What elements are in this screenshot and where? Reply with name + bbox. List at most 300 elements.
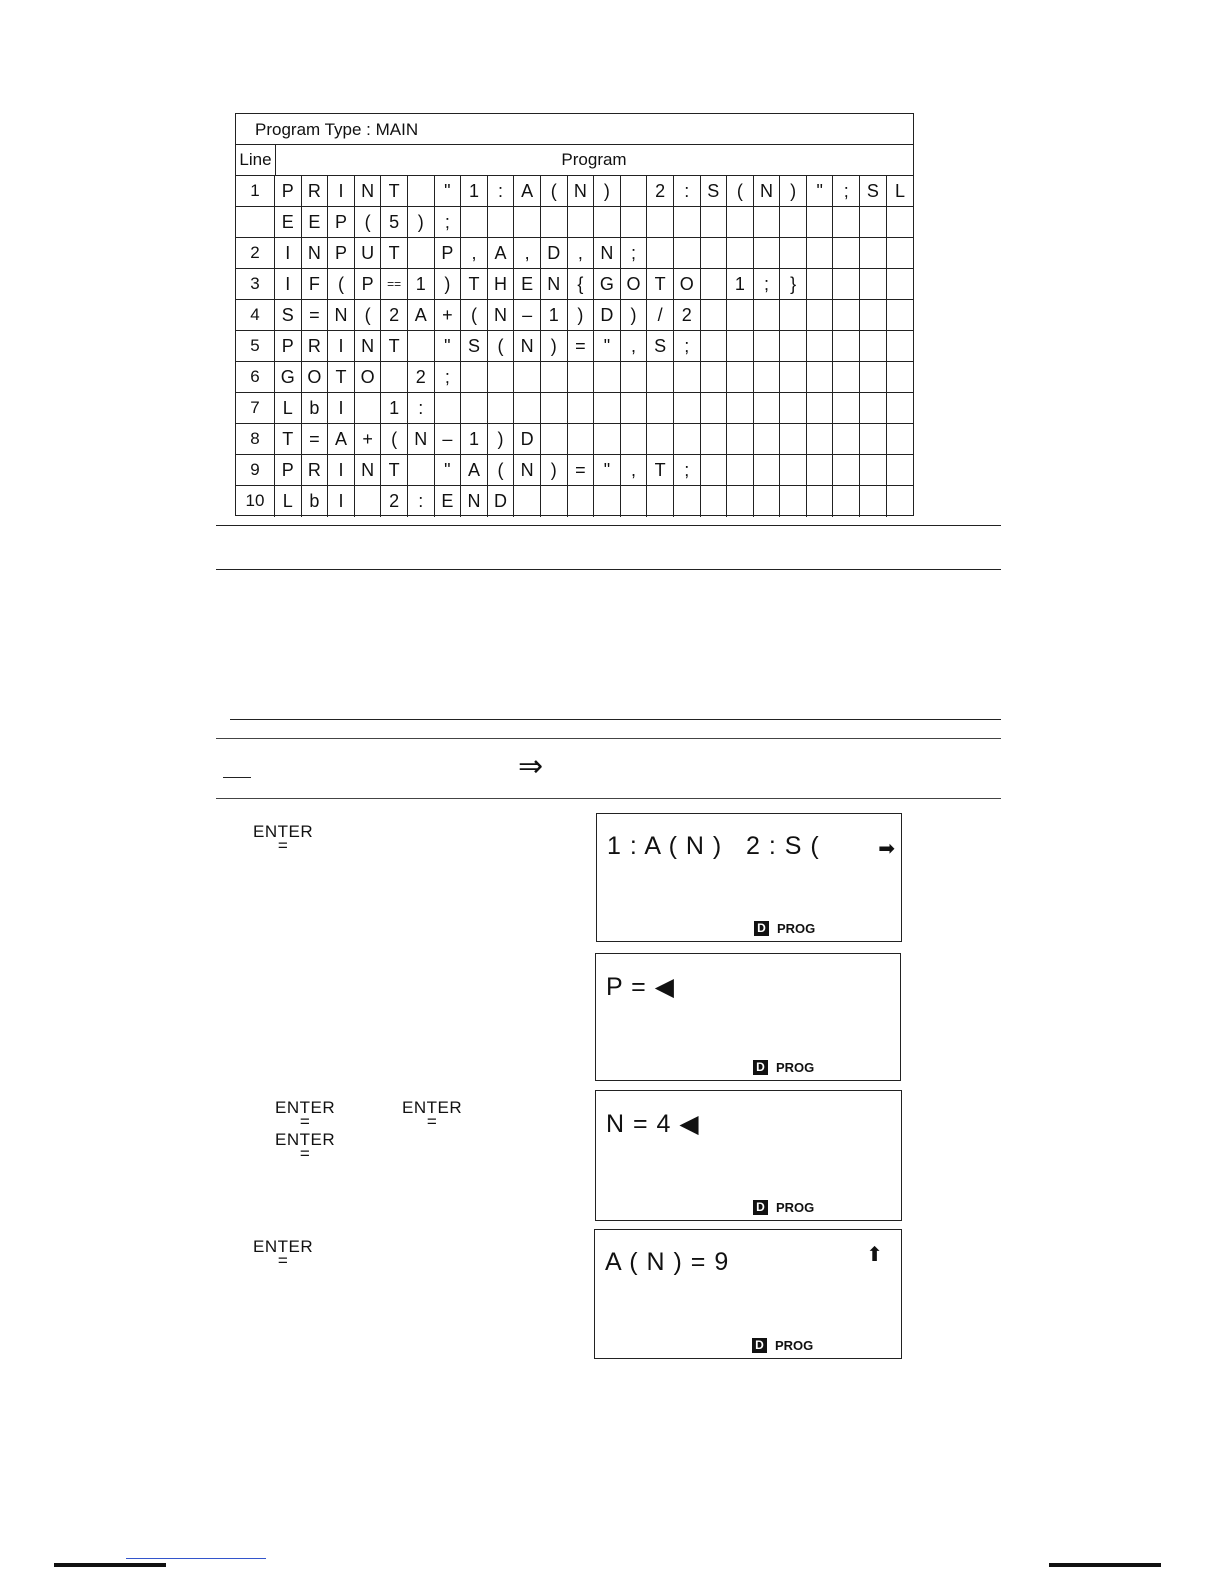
program-cell <box>488 207 515 237</box>
program-cell: 1 <box>727 269 754 299</box>
program-cell: S <box>647 331 674 361</box>
program-cell <box>727 331 754 361</box>
lcd-screen-1 <box>596 813 902 942</box>
program-cell <box>860 269 887 299</box>
program-cell <box>701 424 728 454</box>
program-cell: S <box>701 176 728 206</box>
program-cell <box>860 238 887 268</box>
program-cell <box>754 362 781 392</box>
section-rule <box>216 569 1001 570</box>
program-cell: = <box>302 300 329 330</box>
program-cell <box>647 238 674 268</box>
table-row <box>236 300 913 331</box>
program-cell: I <box>275 238 302 268</box>
table-row <box>236 393 913 424</box>
line-number: 1 <box>236 176 275 206</box>
lcd-text: A ( N ) = 9 <box>605 1248 730 1276</box>
program-cell: N <box>355 331 382 361</box>
program-cell: A <box>328 424 355 454</box>
program-cell <box>727 300 754 330</box>
section-rule <box>216 798 1001 799</box>
program-grid <box>236 176 913 517</box>
mode-label: PROG <box>775 1338 814 1353</box>
program-cell: O <box>302 362 329 392</box>
program-cell <box>754 393 781 423</box>
program-cell <box>860 362 887 392</box>
program-cell: ( <box>381 424 408 454</box>
program-cell: T <box>647 269 674 299</box>
program-cell <box>780 207 807 237</box>
program-cell <box>621 393 648 423</box>
program-cell: A <box>514 176 541 206</box>
program-cell <box>701 331 728 361</box>
program-cell <box>887 331 914 361</box>
program-cell <box>594 362 621 392</box>
program-cell: A <box>488 238 515 268</box>
program-cell <box>568 207 595 237</box>
program-cell: N <box>328 300 355 330</box>
program-cell <box>647 486 674 517</box>
program-cell: + <box>435 300 462 330</box>
program-cell <box>754 424 781 454</box>
program-cell <box>514 362 541 392</box>
program-cell <box>594 207 621 237</box>
program-cell: H <box>488 269 515 299</box>
program-cell <box>780 300 807 330</box>
program-cell: D <box>594 300 621 330</box>
line-number: 3 <box>236 269 275 299</box>
program-cell <box>674 238 701 268</box>
program-cell: ( <box>355 300 382 330</box>
mode-label: PROG <box>776 1060 815 1075</box>
program-cell: { <box>568 269 595 299</box>
program-cell: N <box>754 176 781 206</box>
program-cell: U <box>355 238 382 268</box>
program-cell: 5 <box>381 207 408 237</box>
program-cell: L <box>894 181 905 201</box>
table-row <box>236 455 913 486</box>
program-cell <box>461 207 488 237</box>
program-cell <box>807 393 834 423</box>
line-number: 6 <box>236 362 275 392</box>
program-cell <box>780 238 807 268</box>
program-cell: T <box>381 455 408 485</box>
program-cell <box>754 207 781 237</box>
program-cell <box>807 331 834 361</box>
table-row <box>236 207 913 238</box>
program-cell <box>807 269 834 299</box>
table-row <box>236 424 913 455</box>
program-cell: L <box>275 486 302 517</box>
enter-key <box>402 1098 463 1131</box>
program-cell <box>408 455 435 485</box>
lcd-screen-2 <box>595 953 901 1081</box>
program-cell <box>727 455 754 485</box>
program-cell: I <box>328 393 355 423</box>
enter-key <box>275 1098 336 1131</box>
right-arrow-icon: ➡ <box>878 836 895 860</box>
program-cell: N <box>514 331 541 361</box>
program-cell: T <box>275 424 302 454</box>
line-number: 2 <box>236 238 275 268</box>
program-cell: + <box>355 424 382 454</box>
program-cell <box>647 393 674 423</box>
enter-key-sub: = <box>277 1251 289 1270</box>
program-cell <box>887 362 914 392</box>
program-cell <box>568 486 595 517</box>
program-cell <box>674 393 701 423</box>
program-cell <box>833 393 860 423</box>
program-cell: 1 <box>408 269 435 299</box>
program-type-title: Program Type : MAIN <box>236 114 913 145</box>
lcd-screen-4 <box>594 1229 902 1359</box>
program-cell: , <box>514 238 541 268</box>
program-cell: ) <box>568 300 595 330</box>
program-cell <box>621 424 648 454</box>
program-cell <box>727 362 754 392</box>
program-cell <box>674 424 701 454</box>
program-cell: 2 <box>408 362 435 392</box>
line-number: 8 <box>236 424 275 454</box>
table-row <box>236 176 913 207</box>
program-cell: : <box>408 393 435 423</box>
program-cell: T <box>381 176 408 206</box>
program-cell: N <box>541 269 568 299</box>
program-cell: , <box>568 238 595 268</box>
program-cell: P <box>328 238 355 268</box>
program-cell <box>807 207 834 237</box>
enter-key-label: ENTER <box>402 1098 463 1117</box>
lcd-text: N = 4 ◀ <box>606 1110 700 1138</box>
program-cell: I <box>328 486 355 517</box>
line-number <box>236 207 275 237</box>
program-cell: E <box>514 269 541 299</box>
table-header <box>236 145 913 176</box>
program-cell: N <box>355 176 382 206</box>
program-cell: N <box>302 238 329 268</box>
program-cell <box>780 362 807 392</box>
program-cell: I <box>328 176 355 206</box>
program-cell: ) <box>408 207 435 237</box>
program-cell <box>754 238 781 268</box>
program-cell: b <box>302 486 329 517</box>
program-cell: ) <box>435 269 462 299</box>
program-cell <box>887 486 914 517</box>
program-cell: / <box>647 300 674 330</box>
program-cell: R <box>302 455 329 485</box>
program-cell: S <box>461 331 488 361</box>
program-cell <box>780 424 807 454</box>
program-cell <box>514 207 541 237</box>
program-cell: D <box>488 486 515 517</box>
program-cell <box>727 207 754 237</box>
line-number: 4 <box>236 300 275 330</box>
program-cell: N <box>355 455 382 485</box>
table-row <box>236 486 913 517</box>
program-cell: ; <box>621 238 648 268</box>
program-cell <box>807 455 834 485</box>
line-number: 10 <box>236 486 275 517</box>
program-cell <box>355 393 382 423</box>
line-number: 5 <box>236 331 275 361</box>
program-cell <box>701 393 728 423</box>
program-cell: 1 <box>461 176 488 206</box>
lcd-status <box>753 1200 814 1215</box>
program-cell: L <box>275 393 302 423</box>
program-cell: : <box>488 176 515 206</box>
enter-key-label: ENTER <box>253 1237 314 1256</box>
program-cell <box>780 331 807 361</box>
enter-key <box>275 1130 336 1163</box>
program-cell <box>541 486 568 517</box>
program-cell: P <box>328 207 355 237</box>
program-cell <box>807 424 834 454</box>
program-cell: ( <box>461 300 488 330</box>
program-cell <box>647 424 674 454</box>
program-cell <box>701 269 728 299</box>
program-cell: : <box>674 176 701 206</box>
program-cell: E <box>302 207 329 237</box>
program-cell: ) <box>541 455 568 485</box>
program-cell: ; <box>435 362 462 392</box>
program-cell <box>568 393 595 423</box>
program-cell <box>674 486 701 517</box>
program-cell: E <box>275 207 302 237</box>
lcd-screen-3 <box>595 1090 902 1221</box>
program-cell: " <box>807 176 834 206</box>
enter-key <box>253 1237 314 1270</box>
program-cell: – <box>514 300 541 330</box>
program-cell: O <box>355 362 382 392</box>
program-cell <box>807 300 834 330</box>
program-cell: P <box>275 455 302 485</box>
program-cell: ( <box>355 207 382 237</box>
program-cell: A <box>408 300 435 330</box>
program-cell: , <box>621 455 648 485</box>
program-cell <box>488 393 515 423</box>
program-cell <box>408 238 435 268</box>
lcd-status <box>754 921 815 936</box>
program-cell <box>408 331 435 361</box>
program-cell <box>727 393 754 423</box>
program-cell: ; <box>754 269 781 299</box>
program-cell <box>727 238 754 268</box>
program-cell: " <box>594 455 621 485</box>
program-cell <box>647 362 674 392</box>
lcd-status <box>752 1338 813 1353</box>
program-cell <box>355 486 382 517</box>
line-number: 7 <box>236 393 275 423</box>
program-cell <box>754 331 781 361</box>
up-arrow-icon: ⬆ <box>866 1242 883 1266</box>
lcd-text: 1 : A ( N ) 2 : S ( <box>607 832 820 860</box>
program-cell <box>833 362 860 392</box>
program-cell <box>860 424 887 454</box>
program-cell: T <box>381 331 408 361</box>
program-cell: N <box>461 486 488 517</box>
program-cell: ) <box>541 331 568 361</box>
program-cell <box>541 393 568 423</box>
program-cell: ( <box>488 455 515 485</box>
program-cell <box>674 362 701 392</box>
program-cell <box>488 362 515 392</box>
program-cell <box>887 393 914 423</box>
program-cell: R <box>302 331 329 361</box>
program-cell: N <box>594 238 621 268</box>
program-cell <box>621 207 648 237</box>
program-cell <box>594 393 621 423</box>
program-cell: ( <box>488 331 515 361</box>
program-cell <box>514 486 541 517</box>
lcd-text: P = ◀ <box>606 973 675 1001</box>
program-cell: T <box>328 362 355 392</box>
program-cell <box>381 362 408 392</box>
program-cell: : <box>408 486 435 517</box>
program-cell <box>514 393 541 423</box>
table-row <box>236 269 913 300</box>
program-cell: D <box>514 424 541 454</box>
program-cell <box>621 486 648 517</box>
d-indicator-icon: D <box>752 1338 767 1353</box>
program-cell <box>833 300 860 330</box>
mode-label: PROG <box>777 921 816 936</box>
program-cell: " <box>435 331 462 361</box>
program-cell: " <box>435 176 462 206</box>
program-cell: P <box>435 238 462 268</box>
program-cell <box>701 300 728 330</box>
program-column-header: Program <box>561 150 627 169</box>
program-cell <box>647 207 674 237</box>
program-cell <box>780 393 807 423</box>
program-cell <box>541 424 568 454</box>
program-cell <box>701 455 728 485</box>
program-cell: E <box>435 486 462 517</box>
program-cell: ) <box>594 176 621 206</box>
footer-bar-right <box>1049 1563 1161 1567</box>
program-cell <box>807 238 834 268</box>
program-cell: ) <box>621 300 648 330</box>
program-cell <box>833 486 860 517</box>
program-cell <box>887 424 914 454</box>
program-cell <box>727 486 754 517</box>
program-cell: ; <box>674 331 701 361</box>
program-cell: N <box>408 424 435 454</box>
program-cell: N <box>514 455 541 485</box>
program-cell <box>594 486 621 517</box>
lcd-status <box>753 1060 814 1075</box>
d-indicator-icon: D <box>753 1200 768 1215</box>
table-row <box>236 238 913 269</box>
program-cell: P <box>355 269 382 299</box>
program-cell: T <box>461 269 488 299</box>
program-cell <box>674 207 701 237</box>
enter-key-sub: = <box>277 836 289 855</box>
program-cell <box>408 176 435 206</box>
program-cell: } <box>780 269 807 299</box>
table-row <box>236 362 913 393</box>
program-cell: S <box>860 176 887 206</box>
program-cell <box>780 455 807 485</box>
program-cell: F <box>302 269 329 299</box>
enter-key-sub: = <box>299 1144 311 1163</box>
program-cell: A <box>461 455 488 485</box>
program-cell <box>754 486 781 517</box>
program-cell <box>860 331 887 361</box>
program-cell <box>727 424 754 454</box>
line-number: 9 <box>236 455 275 485</box>
program-table <box>235 113 914 516</box>
program-cell <box>887 238 914 268</box>
program-cell: – <box>435 424 462 454</box>
program-cell <box>780 486 807 517</box>
program-cell: , <box>621 331 648 361</box>
enter-key-sub: = <box>426 1112 438 1131</box>
program-cell <box>860 455 887 485</box>
program-cell <box>621 176 648 206</box>
program-cell <box>594 424 621 454</box>
program-cell: b <box>302 393 329 423</box>
program-cell <box>833 269 860 299</box>
program-cell <box>887 207 914 237</box>
enter-key-label: ENTER <box>253 822 314 841</box>
mode-label: PROG <box>776 1200 815 1215</box>
program-cell: 2 <box>674 300 701 330</box>
program-cell: ( <box>541 176 568 206</box>
program-cell: ( <box>328 269 355 299</box>
program-cell <box>887 455 914 485</box>
program-cell <box>568 424 595 454</box>
program-cell <box>754 455 781 485</box>
program-cell: I <box>275 269 302 299</box>
program-cell: ; <box>435 207 462 237</box>
program-cell: I <box>328 455 355 485</box>
program-cell <box>887 300 914 330</box>
program-cell <box>833 455 860 485</box>
program-cell <box>461 393 488 423</box>
program-cell <box>833 424 860 454</box>
program-cell: G <box>275 362 302 392</box>
program-cell <box>833 331 860 361</box>
program-cell <box>754 300 781 330</box>
program-cell: 1 <box>381 393 408 423</box>
program-cell <box>435 393 462 423</box>
program-cell: = <box>568 331 595 361</box>
program-cell: 1 <box>541 300 568 330</box>
section-rule <box>216 525 1001 526</box>
program-cell: 2 <box>381 486 408 517</box>
program-cell: " <box>594 331 621 361</box>
program-cell: ; <box>833 176 860 206</box>
program-cell: == <box>381 269 408 299</box>
program-cell <box>701 486 728 517</box>
footer-link-line <box>126 1558 266 1559</box>
program-cell <box>541 362 568 392</box>
program-cell: O <box>621 269 648 299</box>
enter-key <box>253 822 314 855</box>
program-cell: = <box>302 424 329 454</box>
program-cell: T <box>647 455 674 485</box>
program-cell: ( <box>727 176 754 206</box>
program-cell: T <box>381 238 408 268</box>
enter-key-sub: = <box>299 1112 311 1131</box>
implies-symbol: ⇒ <box>518 749 544 784</box>
program-cell <box>833 238 860 268</box>
d-indicator-icon: D <box>753 1060 768 1075</box>
program-cell <box>541 207 568 237</box>
program-cell <box>701 362 728 392</box>
program-cell: I <box>328 331 355 361</box>
program-cell <box>568 362 595 392</box>
